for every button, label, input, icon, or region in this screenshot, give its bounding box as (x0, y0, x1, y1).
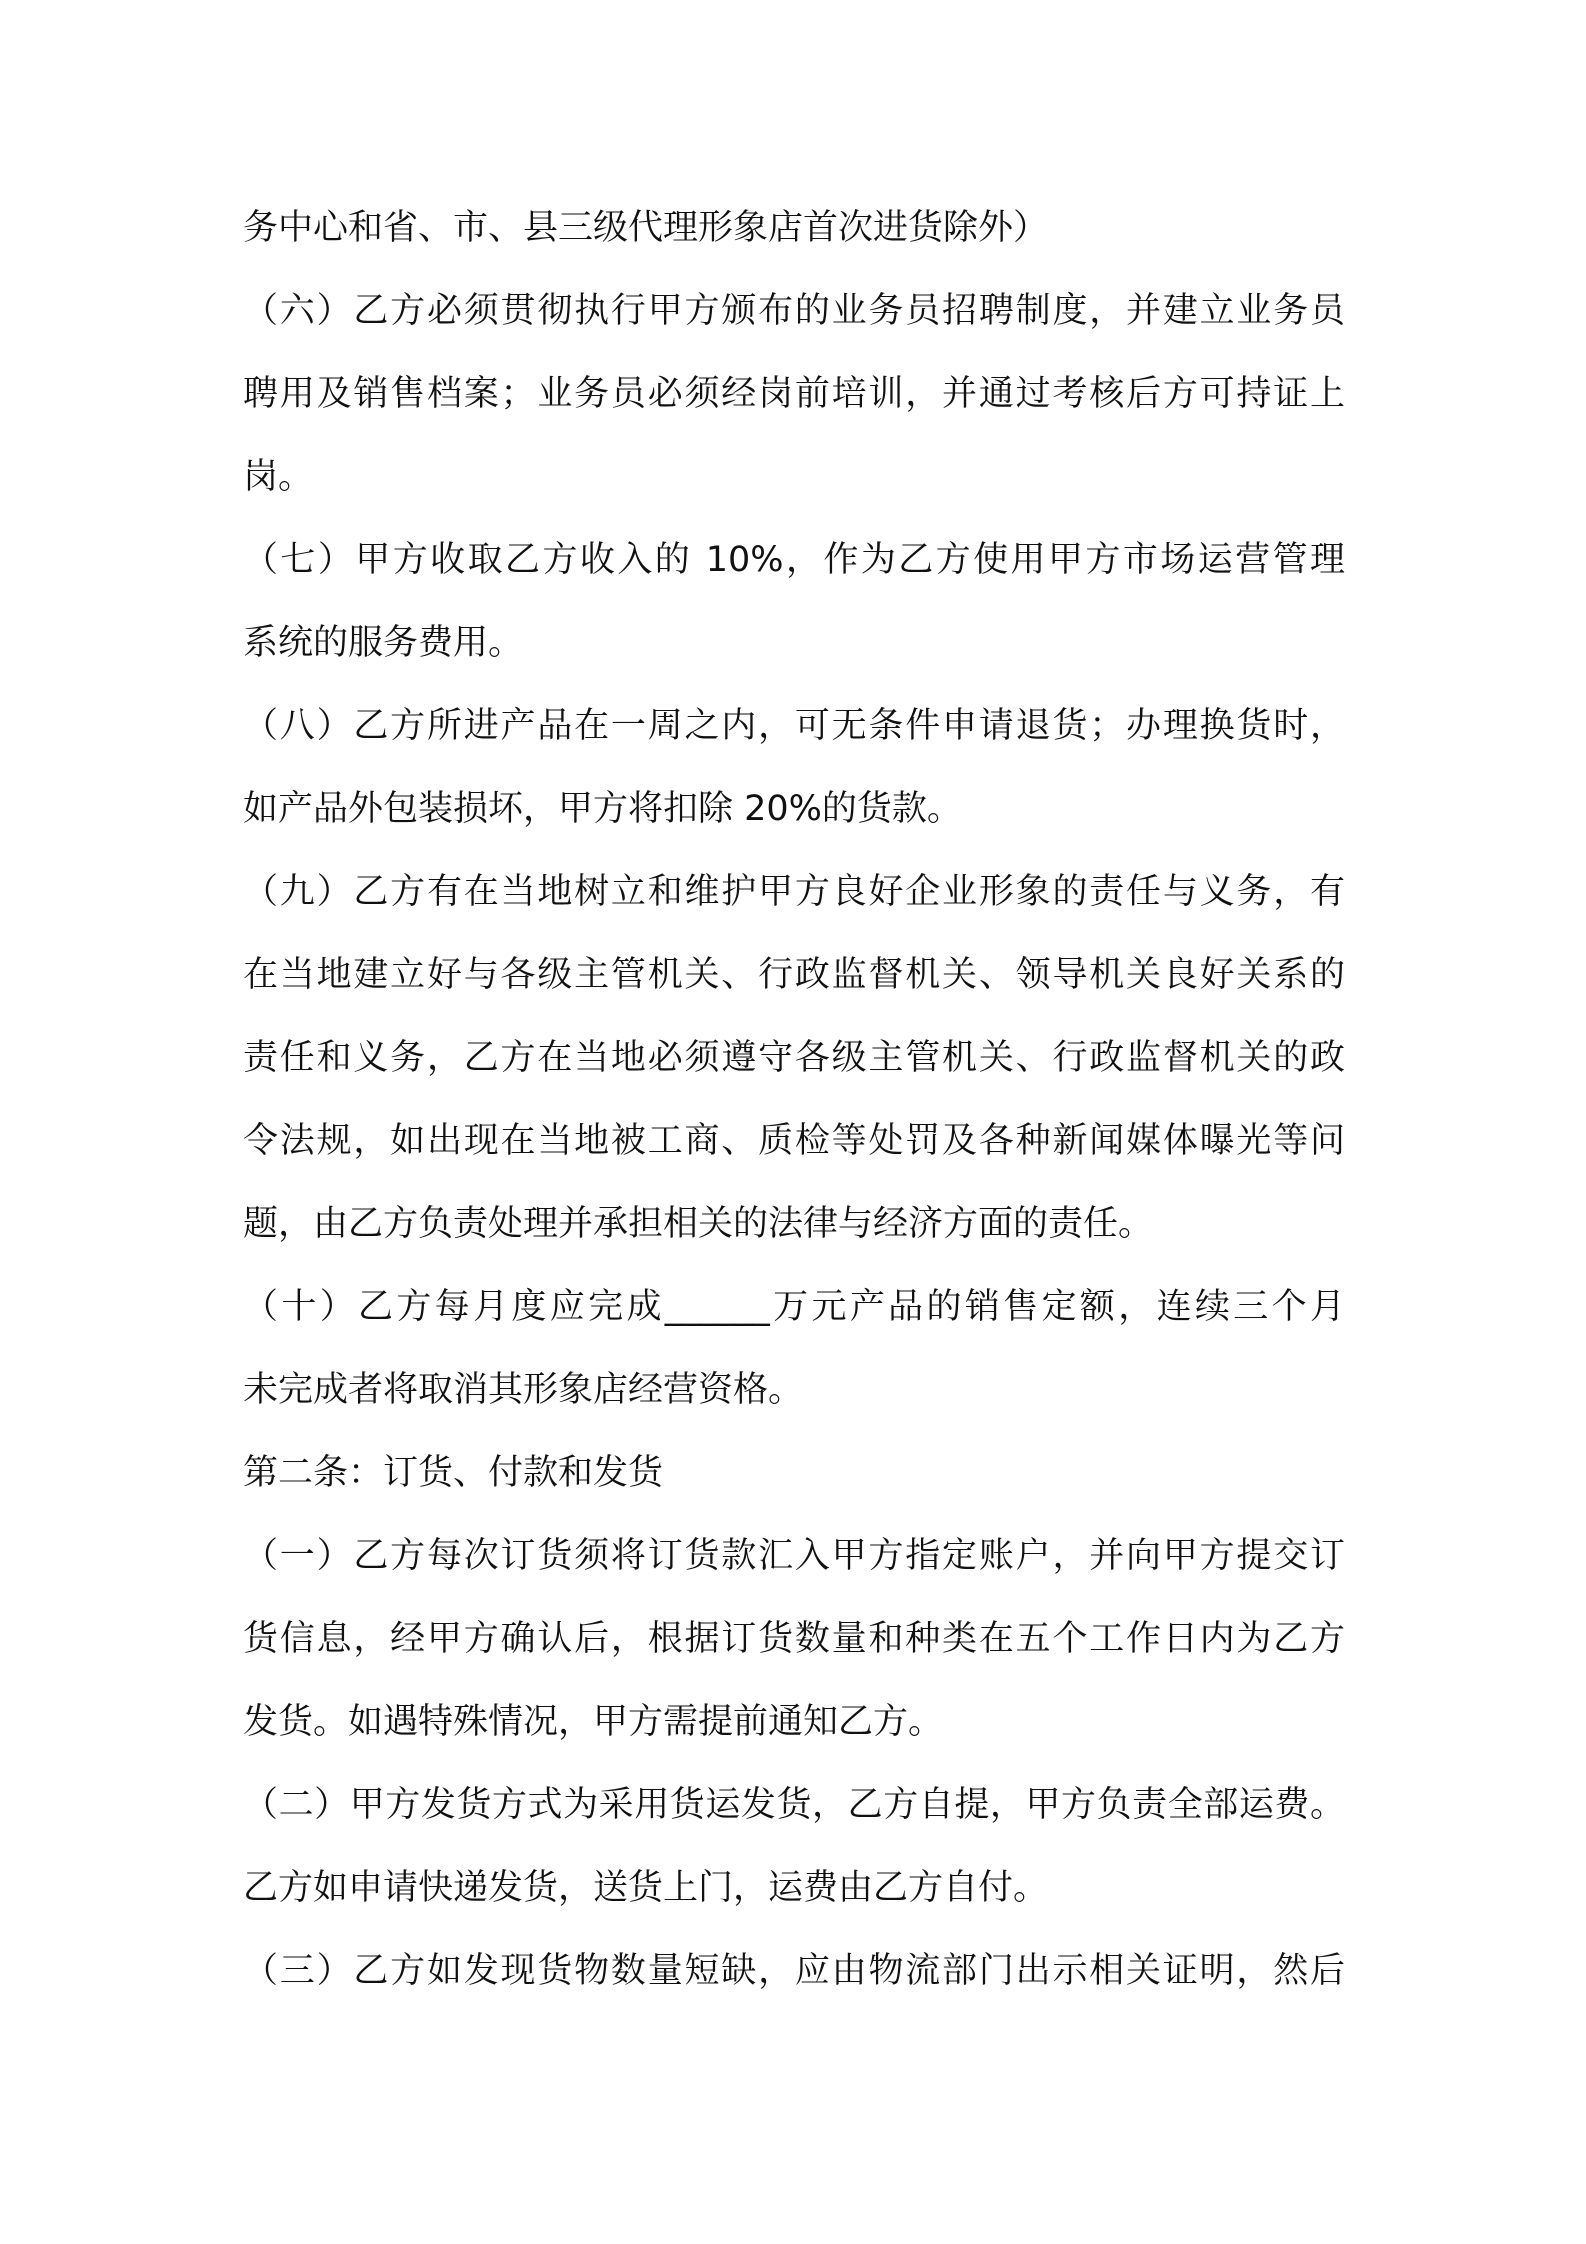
clause-six (243, 270, 1345, 519)
clause-nine (243, 851, 1345, 1266)
document-body (243, 187, 1345, 2013)
clause-one (243, 1515, 1345, 1764)
text-line: 系统的服务费用。 (243, 623, 524, 663)
text-line: 未完成者将取消其形象店经营资格。 (243, 1370, 804, 1410)
text-line: （七）甲方收取乙方收入的 10%，作为乙方使用甲方市场运营管理 (243, 540, 1345, 580)
text-line: 题，由乙方负责处理并承担相关的法律与经济方面的责任。 (243, 1204, 1154, 1244)
clause-two (243, 1764, 1345, 1930)
clause-ten (243, 1266, 1345, 1432)
text-line: 聘用及销售档案；业务员必须经岗前培训，并通过考核后方可持证上 (243, 374, 1345, 414)
text-line: 在当地建立好与各级主管机关、行政监督机关、领导机关良好关系的 (243, 955, 1345, 995)
text-line: 责任和义务，乙方在当地必须遵守各级主管机关、行政监督机关的政 (243, 1038, 1345, 1078)
clause-seven (243, 519, 1345, 685)
text-line: （一）乙方每次订货须将订货款汇入甲方指定账户，并向甲方提交订 (243, 1536, 1345, 1576)
text-line: 乙方如申请快递发货，送货上门，运费由乙方自付。 (243, 1868, 1049, 1908)
text-line: （八）乙方所进产品在一周之内，可无条件申请退货；办理换货时， (243, 706, 1345, 746)
text-line: 务中心和省、市、县三级代理形象店首次进货除外） (243, 208, 1049, 248)
section-heading (243, 1432, 1345, 1515)
clause-eight (243, 685, 1345, 851)
text-line: 令法规，如出现在当地被工商、质检等处罚及各种新闻媒体曝光等问 (243, 1121, 1345, 1161)
text-line: （三）乙方如发现货物数量短缺，应由物流部门出示相关证明，然后 (243, 1951, 1345, 1991)
text-line: （二）甲方发货方式为采用货运发货，乙方自提，甲方负责全部运费。 (243, 1785, 1345, 1825)
section-title: 第二条：订货、付款和发货 (243, 1453, 664, 1493)
text-line: 如产品外包装损坏，甲方将扣除 20%的货款。 (243, 789, 962, 829)
text-line: （十）乙方每月度应完成______万元产品的销售定额，连续三个月 (243, 1287, 1345, 1327)
text-line: （九）乙方有在当地树立和维护甲方良好企业形象的责任与义务，有 (243, 872, 1345, 912)
text-line: （六）乙方必须贯彻执行甲方颁布的业务员招聘制度，并建立业务员 (243, 291, 1345, 331)
paragraph-continuation (243, 187, 1345, 270)
text-line: 货信息，经甲方确认后，根据订货数量和种类在五个工作日内为乙方 (243, 1619, 1345, 1659)
text-line: 岗。 (243, 457, 314, 497)
text-line: 发货。如遇特殊情况，甲方需提前通知乙方。 (243, 1702, 944, 1742)
clause-three (243, 1930, 1345, 2013)
